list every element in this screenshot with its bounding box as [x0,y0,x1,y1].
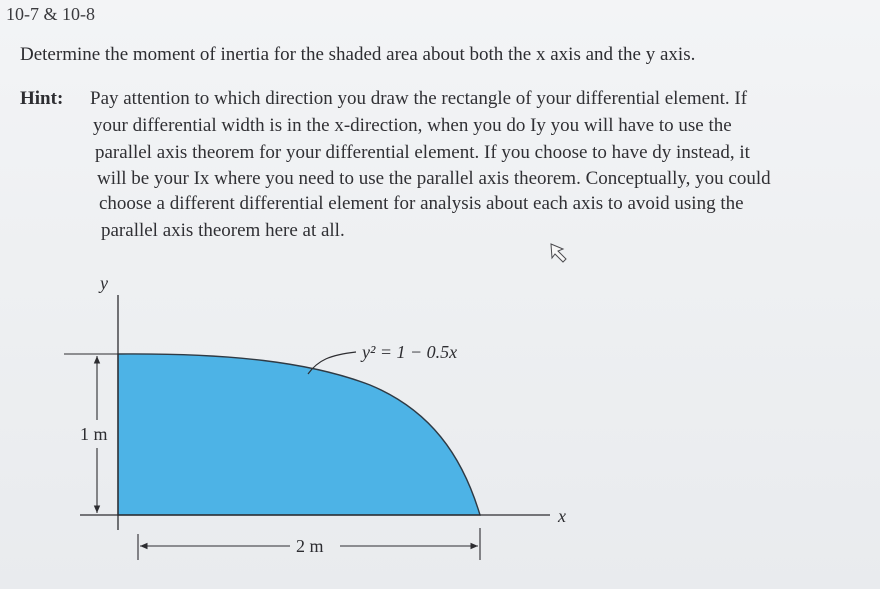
y-axis-label: y [100,273,108,293]
cursor-arrow-icon [551,244,566,262]
problem-reference: 10-7 & 10-8 [6,4,95,24]
hint-line-3: parallel axis theorem for your differential element. If you choose to have dy instead, it [95,142,750,163]
x-axis-label: x [558,506,566,526]
curve-equation-label: y² = 1 − 0.5x [362,342,458,362]
hint-line-5: choose a different differential element for analysis about each axis to avoid using the [99,193,744,214]
shaded-area [118,354,480,515]
hint-line-1: Pay attention to which direction you draw the rectangle of your differential element. If [90,88,748,109]
hint-label: Hint: [20,88,64,109]
hint-line-6: parallel axis theorem here at all. [101,220,345,241]
problem-statement: Determine the moment of inertia for the shaded area about both the x axis and the y axis. [20,44,696,65]
height-dim-label: 1 m [80,424,108,444]
width-dim-label: 2 m [296,536,324,556]
hint-line-4: will be your Ix where you need to use the parallel axis theorem. Conceptually, you could [97,168,771,189]
hint-line-2: your differential width is in the x-direction, when you do Iy you will have to use the [93,115,732,136]
